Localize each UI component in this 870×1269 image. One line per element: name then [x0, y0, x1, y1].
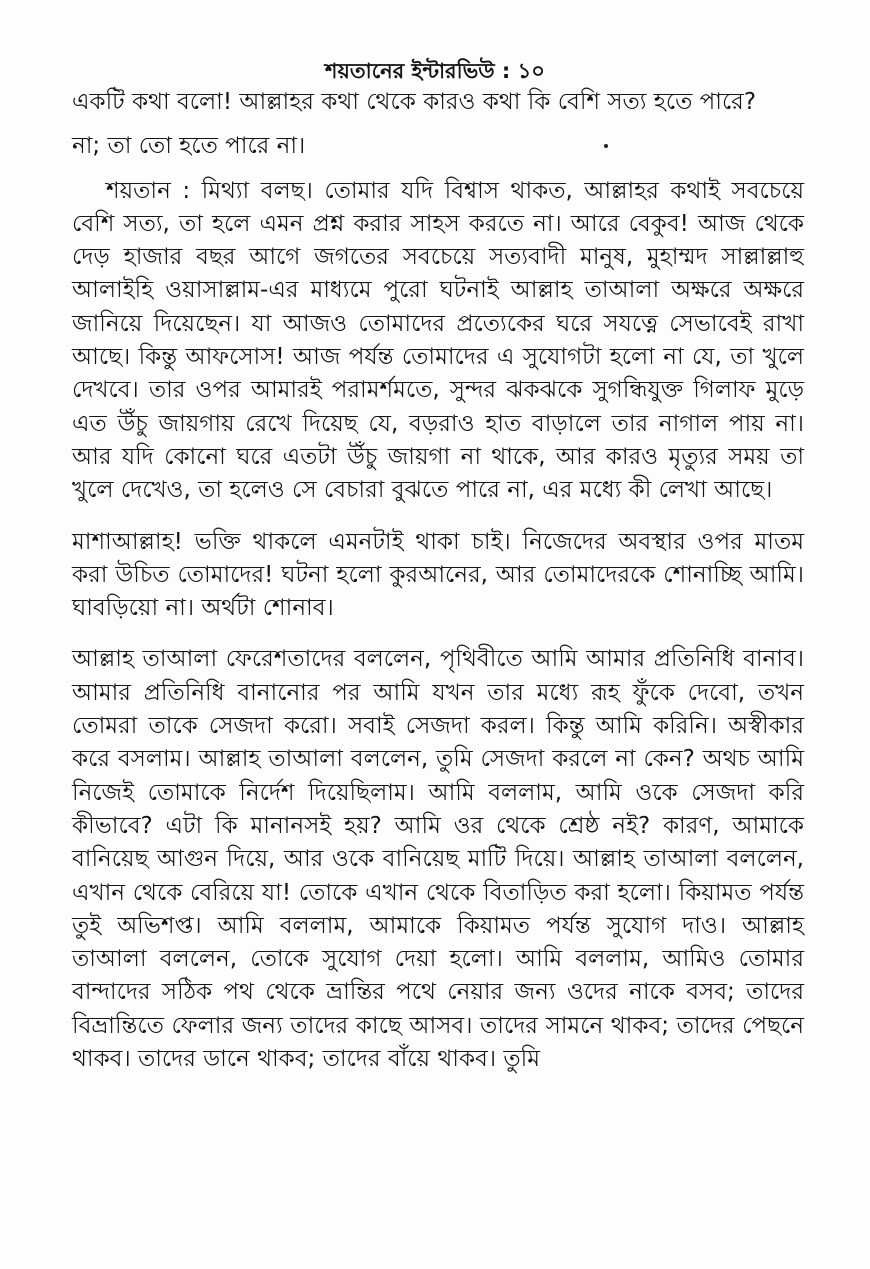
paragraph-quran-narration: আল্লাহ তাআলা ফেরেশতাদের বললেন, পৃথিবীতে আমি আমার প্রতিনিধি বানাব। আমার প্রতিনিধি বানানোর পর আমি যখন তার মধ্যে রূহ ফুঁকে দেবো, তখন তোমরা তাকে সেজদা করো। সবাই সেজদা করল। কিন্তু আমি করিনি। অস্বীকার করে বসলাম। আল্লাহ তাআলা বললেন, তুমি সেজদা করলে না কেন? অথচ আমি নিজেই তোমাকে নির্দেশ দিয়েছিলাম। আমি বললাম, আমি ওকে সেজদা করি কীভাবে? এটা কি মানানসই হয়? আমি ওর থেকে শ্রেষ্ঠ নই? কারণ, আমাকে বানিয়েছ আগুন দিয়ে, আর ওকে বানিয়েছ মাটি দিয়ে। আল্লাহ তাআলা বললেন, এখান থেকে বেরিয়ে যা! তোকে এখান থেকে বিতাড়িত করা হলো। কিয়ামত পর্যন্ত তুই অভিশপ্ত। আমি বললাম, আমাকে কিয়ামত পর্যন্ত সুযোগ দাও। আল্লাহ তাআলা বললেন, তোকে সুযোগ দেয়া হলো। আমি বললাম, আমিও তোমার বান্দাদের সঠিক পথ থেকে ভ্রান্তির পথে নেয়ার জন্য ওদের নাকে বসব; তাদের বিভ্রান্তিতে ফেলার জন্য তাদের কাছে আসব। তাদের সামনে থাকব; তাদের পেছনে থাকব। তাদের ডানে থাকব; তাদের বাঁয়ে থাকব। তুমি [72, 646, 804, 1073]
paragraph-mashallah: মাশাআল্লাহ! ভক্তি থাকলে এমনটাই থাকা চাই। নিজেদের অবস্থার ওপর মাতম করা উচিত তোমাদের! ঘটনা হলো কুরআনের, আর তোমাদেরকে শোনাচ্ছি আমি। ঘাবড়িয়ো না। অর্থটা শোনাব। [72, 528, 804, 622]
paragraph-shaitan-reply: শয়তান : মিথ্যা বলছ। তোমার যদি বিশ্বাস থাকত, আল্লাহর কথাই সবচেয়ে বেশি সত্য, তা হলে এমন প্রশ্ন করার সাহস করতে না। আরে বেকুব! আজ থেকে দেড় হাজার বছর আগে জগতের সবচেয়ে সত্যবাদী মানুষ, মুহাম্মদ সাল্লাল্লাহু আলাইহি ওয়াসাল্লাম-এর মাধ্যমে পুরো ঘটনাই আল্লাহ তাআলা অক্ষরে অক্ষরে জানিয়ে দিয়েছেন। যা আজও তোমাদের প্রত্যেকের ঘরে সযত্নে সেভাবেই রাখা আছে। কিন্তু আফসোস! আজ পর্যন্ত তোমাদের এ সুযোগটা হলো না যে, তা খুলে দেখবে। তার ওপর আমারই পরামর্শমতে, সুন্দর ঝকঝকে সুগন্ধিযুক্ত গিলাফ মুড়ে এত উঁচু জায়গায় রেখে দিয়েছ যে, বড়রাও হাত বাড়ালে তার নাগাল পায় না। আর যদি কোনো ঘরে এতটা উঁচু জায়গা না থাকে, আর কারও মৃত্যুর সময় তা খুলে দেখেও, তা হলেও সে বেচারা বুঝতে পারে না, এর মধ্যে কী লেখা আছে। [72, 177, 804, 504]
paragraph-question: একটি কথা বলো! আল্লাহর কথা থেকে কারও কথা কি বেশি সত্য হতে পারে? [72, 89, 757, 115]
page-body [72, 86, 804, 1076]
running-header-title: শয়তানের ইন্টারভিউ : ১০ [325, 59, 545, 83]
paragraph-answer: না; তা তো হতে পারে না। [72, 133, 306, 160]
